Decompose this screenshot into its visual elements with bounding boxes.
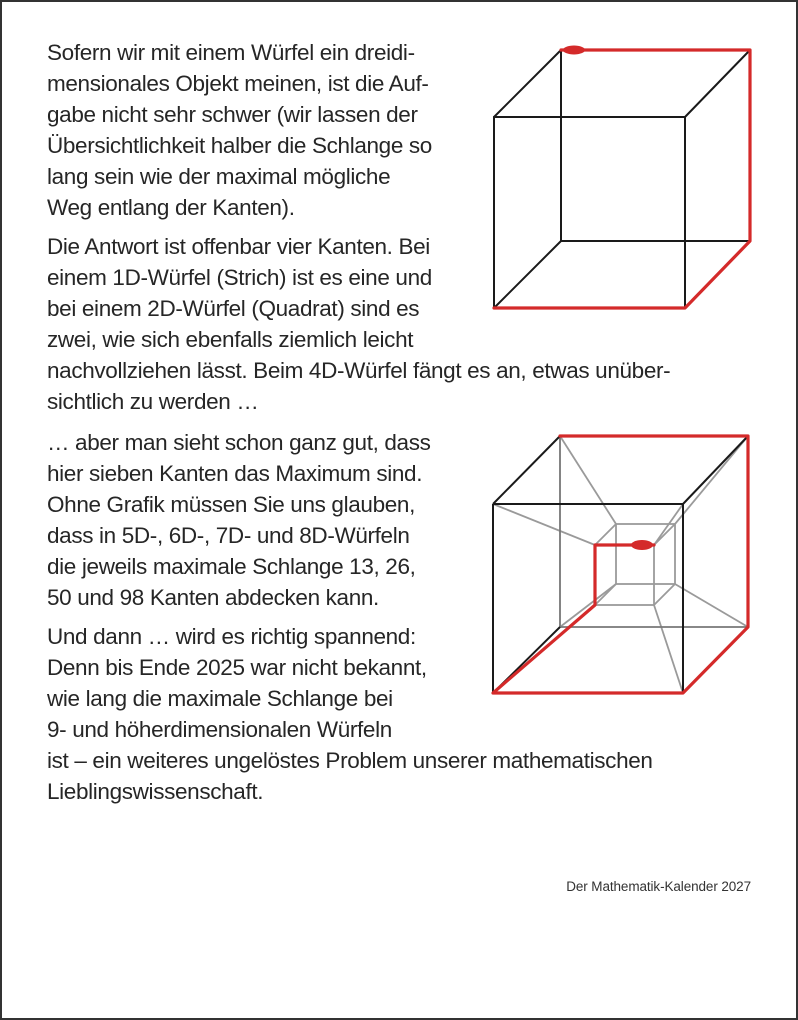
text-line: einem 1D-Würfel (Strich) ist es eine und [47,265,432,290]
paragraph-answer [47,231,670,417]
text-line: hier sieben Kanten das Maximum sind. [47,461,423,486]
text-line: mensionales Objekt meinen, ist die Auf- [47,71,429,96]
text-line: dass in 5D-, 6D-, 7D- und 8D-Würfeln [47,523,410,548]
text-line: Weg entlang der Kanten). [47,195,295,220]
text-line: 9- und höherdimensionalen Würfeln [47,717,392,742]
text-line: bei einem 2D-Würfel (Quadrat) sind es [47,296,420,321]
text-line: die jeweils maximale Schlange 13, 26, [47,554,416,579]
text-line: gabe nicht sehr schwer (wir lassen der [47,102,418,127]
text-line: Sofern wir mit einem Würfel ein dreidi- [47,40,415,65]
text-line: ist – ein weiteres ungelöstes Problem unserer mathematischen [47,748,653,773]
paragraph-open-problem [47,621,653,807]
page-footer: Der Mathematik-Kalender 2027 [566,879,751,894]
text-line: Denn bis Ende 2025 war nicht bekannt, [47,655,427,680]
text-line: zwei, wie sich ebenfalls ziemlich leicht [47,327,414,352]
text-line: lang sein wie der maximal mögliche [47,164,391,189]
text-line: Übersichtlichkeit halber die Schlange so [47,133,432,158]
text-line: Ohne Grafik müssen Sie uns glauben, [47,492,415,517]
text-line: Lieblingswissenschaft. [47,779,264,804]
text-line: nachvollziehen lässt. Beim 4D-Würfel fängt es an, etwas unüber- [47,358,671,383]
text-line: sichtlich zu werden … [47,389,259,414]
paragraph-intro [47,37,432,223]
text-line: Die Antwort ist offenbar vier Kanten. Bei [47,234,430,259]
text-line: wie lang die maximale Schlange bei [47,686,393,711]
paragraph-4d [47,427,431,613]
text-line: 50 und 98 Kanten abdecken kann. [47,585,379,610]
text-line: Und dann … wird es richtig spannend: [47,624,416,649]
text-line: … aber man sieht schon ganz gut, dass [47,430,431,455]
